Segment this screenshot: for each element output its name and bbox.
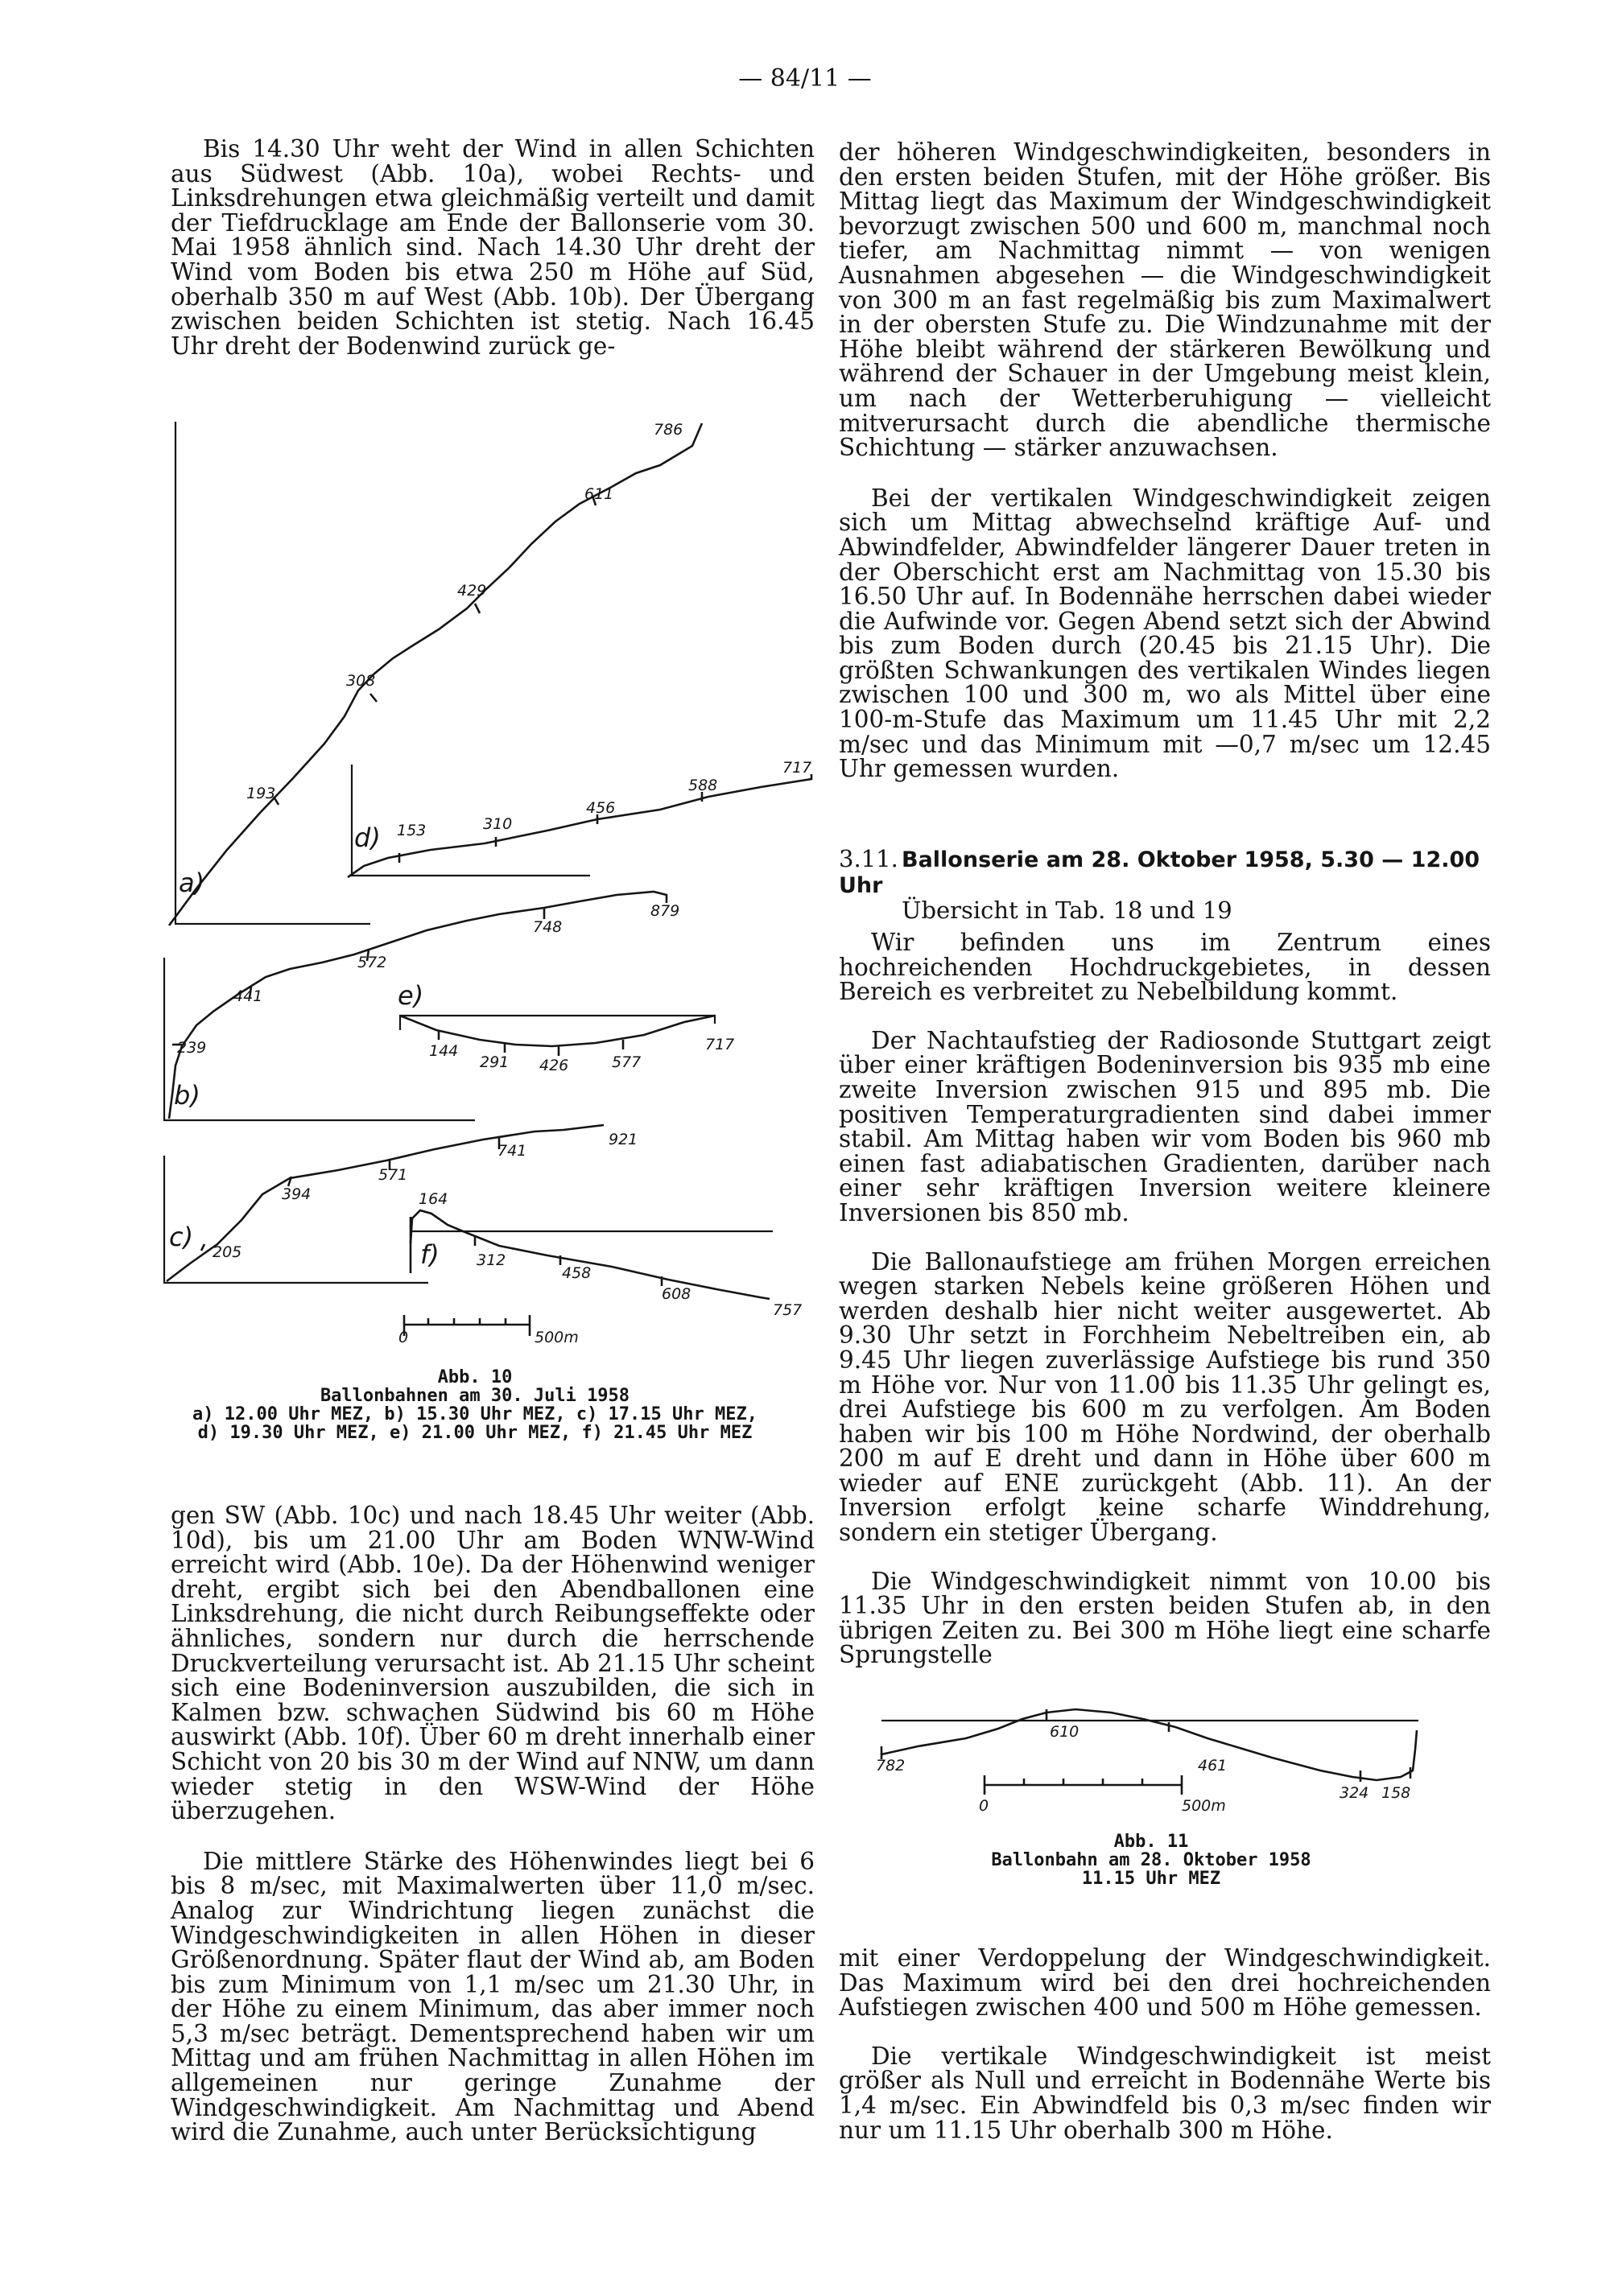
section-title: Ballonserie am 28. Oktober 1958, 5.30 — 12.00 Uhr [839,847,1480,898]
paragraph: Die mittlere Stärke des Höhenwindes liegt bei 6 bis 8 m/sec, mit Maximalwerten über 11,0 m/sec. Analog zur Windrichtung liegen zunächst die Windgeschwindigkeiten in allen Höhen in dieser Größenordnung. Später flaut der Wind ab, am Boden bis zum Minimum von 1,1 m/sec um 21.30 Uhr, in der Höhe zu einem Minimum, das aber immer noch 5,3 m/sec beträgt. Dementsprechend haben wir um Mittag und am frühen Nachmittag in allen Höhen im allgemeinen nur geringe Zunahme der Windgeschwindigkeit. Am Nachmittag und Abend wird die Zunahme, auch unter Berücksichtigung [171,1847,815,2146]
right-column-top [839,140,1491,781]
path-label-a: a) [179,868,205,898]
paragraph: Wir befinden uns im Zentrum eines hochreichenden Hochdruckgebietes, in dessen Bereich es verbreitet zu Nebelbildung kommt. [839,929,1491,1006]
figure-10-balloon-paths [153,410,812,1346]
paragraph: Bei der vertikalen Windgeschwindigkeit zeigen sich um Mittag abwechselnd kräftige Auf- und Abwindfelder, Abwindfelder längerer Dauer treten in der Oberschicht erst am Nachmittag von 15.30 bis 16.50 Uhr auf. In Bodennähe herrschen dabei wieder die Aufwinde vor. Gegen Abend setzt sich der Abwind bis zum Boden durch (20.45 bis 21.15 Uhr). Die größten Schwankungen des vertikalen Windes liegen zwischen 100 und 300 m, wo als Mittel über eine 100-m-Stufe das Maximum um 11.45 Uhr mit 2,2 m/sec und das Minimum mit —0,7 m/sec um 12.45 Uhr gemessen wurden. [839,484,1491,783]
point-label: 717 [782,759,812,777]
point-label: 717 [705,1036,735,1053]
paragraph: Die vertikale Windgeschwindigkeit ist meist größer als Null und erreicht in Bodennähe Werte bis 1,4 m/sec. Ein Abwindfeld bis 0,3 m/sec finden wir nur um 11.15 Uhr oberhalb 300 m Höhe. [839,2042,1491,2144]
figure-11-caption [982,1832,1320,1888]
point-label: 572 [357,954,387,971]
path-label-c: c) [169,1222,194,1252]
point-label: 588 [688,777,718,794]
paragraph: gen SW (Abb. 10c) und nach 18.45 Uhr weiter (Abb. 10d), bis um 21.00 Uhr am Boden WNW-Wind erreicht wird (Abb. 10e). Da der Höhenwind weniger dreht, ergibt sich bei den Abendballonen eine Linksdrehung, die nicht durch Reibungseffekte oder ähnliches, sondern nur durch die herrschende Druckverteilung verursacht ist. Ab 21.15 Uhr scheint sich eine Bodeninversion auszubilden, die sich in Kalmen bzw. schwachen Südwind bis 60 m Höhe auswirkt (Abb. 10f). Über 60 m dreht innerhalb einer Schicht von 20 bis 30 m der Wind auf NNW, um dann wieder stetig in den WSW-Wind der Höhe überzugehen. [171,1502,815,1825]
point-label: 458 [562,1264,592,1282]
balloon-path-d [348,759,811,877]
point-label: 456 [586,799,616,817]
scale-start: 0 [398,1329,409,1346]
figure-10-caption [169,1368,781,1442]
path-label-e: e) [398,980,424,1011]
point-label: 610 [1050,1723,1080,1741]
point-label: 239 [177,1039,207,1057]
caption-line: d) 19.30 Uhr MEZ, e) 21.00 Uhr MEZ, f) 21.45 Uhr MEZ [197,1423,753,1443]
path-label-d: d) [354,822,381,853]
figure-11-balloon-path [869,1690,1449,1835]
point-label: 441 [233,987,263,1005]
paragraph: Der Nachtaufstieg der Radiosonde Stuttgart zeigt über einer kräftigen Bodeninversion bis 935 mb eine zweite Inversion zwischen 915 und 895 mb. Die positiven Temperaturgradienten sind dabei immer stabil. Am Mittag haben wir vom Boden bis 960 mb einen fast adiabatischen Gradienten, darüber nach einer sehr kräftigen Inversion weitere kleinere Inversionen bis 850 mb. [839,1026,1491,1226]
caption-line: a) 12.00 Uhr MEZ, b) 15.30 Uhr MEZ, c) 17.15 Uhr MEZ, [192,1404,758,1424]
caption-line: 11.15 Uhr MEZ [1081,1869,1221,1889]
caption-title: Abb. 10 [437,1367,513,1387]
point-label: 308 [346,672,376,690]
scale-bar [398,1315,579,1346]
point-label: 748 [533,918,563,936]
point-label: 611 [584,485,614,503]
right-column-mid [839,930,1491,1667]
point-label: 153 [397,822,427,839]
paragraph: Bis 14.30 Uhr weht der Wind in allen Schichten aus Südwest (Abb. 10a), wobei Rechts- und Linksdrehungen etwa gleichmäßig verteilt und damit der Tiefdrucklage am Ende der Ballonserie vom 30. Mai 1958 ähnlich sind. Nach 14.30 Uhr dreht der Wind vom Boden bis etwa 250 m Höhe auf Süd, oberhalb 350 m auf West (Abb. 10b). Der Übergang zwischen beiden Schichten ist stetig. Nach 16.45 Uhr dreht der Bodenwind zurück ge- [171,135,815,360]
point-label: 757 [773,1301,803,1319]
point-label: 571 [378,1166,408,1184]
paragraph: Die Ballonaufstiege am frühen Morgen erreichen wegen starken Nebels keine größeren Höhen und werden deshalb hier nicht weiter ausgewertet. Ab 9.30 Uhr setzt in Forchheim Nebeltreiben ein, ab 9.45 Uhr liegen zuverlässige Aufstiege bis rund 350 m Höhe vor. Nur von 11.00 bis 11.35 Uhr gelingt es, drei Aufstiege bis 600 m zu verfolgen. Am Boden haben wir bis 100 m Höhe Nordwind, der oberhalb 200 m auf E dreht und dann in Höhe über 600 m wieder auf ENE zurückgeht (Abb. 11). An der Inversion erfolgt keine scharfe Winddrehung, sondern ein stetiger Übergang. [839,1247,1491,1547]
scale-start: 0 [979,1797,989,1815]
point-label: 461 [1198,1757,1228,1775]
tick-mark [201,1244,204,1251]
right-column-bottom [839,1946,1491,2142]
point-label: 205 [213,1243,242,1261]
balloon-path-f [411,1190,802,1319]
point-label: 193 [246,785,276,802]
point-label: 291 [480,1053,510,1071]
point-label: 426 [539,1057,569,1074]
point-label: 394 [282,1185,312,1203]
paragraph: mit einer Verdoppelung der Windgeschwindigkeit. Das Maximum wird bei den drei hochreichenden Aufstiegen zwischen 400 und 500 m Höhe gemessen. [839,1944,1491,2022]
page-number: — 84/11 — [738,64,872,93]
tick-mark [475,604,480,613]
point-label: 312 [477,1251,506,1269]
scale-end: 500m [1182,1797,1226,1815]
point-label: 158 [1381,1784,1411,1802]
scale-end: 500m [535,1329,579,1346]
paragraph: Die Windgeschwindigkeit nimmt von 10.00 bis 11.35 Uhr in den ersten beiden Stufen ab, in den übrigen Zeiten zu. Bei 300 m Höhe liegt eine scharfe Sprungstelle [839,1567,1491,1669]
point-label: 164 [419,1190,448,1208]
point-label: 577 [612,1053,642,1071]
point-label: 310 [483,815,513,833]
left-column-bottom [171,1503,815,2145]
balloon-path-e [398,980,734,1074]
path-label-f: f) [420,1239,440,1270]
point-label: 921 [609,1131,638,1148]
caption-title: Abb. 11 [1113,1832,1189,1852]
paragraph: der höheren Windgeschwindigkeiten, besonders in den ersten beiden Stufen, mit der Höhe größer. Bis Mittag liegt das Maximum der Windgeschwindigkeit bevorzugt zwischen 500 und 600 m, manchmal noch tiefer, am Nachmittag nimmt — von wenigen Ausnahmen abgesehen — die Windgeschwindigkeit von 300 m an fast regelmäßig bis zum Maximalwert in der obersten Stufe zu. Die Windzunahme mit der Höhe bleibt während der stärkeren Bewölkung und während der Schauer in der Umgebung meist klein, um nach der Wetterberuhigung — vielleicht mitverursacht durch die abendliche thermische Schichtung — stärker anzuwachsen. [839,138,1491,462]
point-label: 879 [650,902,680,920]
caption-line: Ballonbahnen am 30. Juli 1958 [320,1386,630,1406]
left-column-top [171,137,815,358]
point-label: 741 [497,1142,527,1160]
point-label: 786 [654,421,683,439]
path-label-b: b) [174,1080,200,1111]
scale-bar [979,1775,1226,1815]
point-label: 144 [429,1042,459,1060]
point-label: 608 [662,1285,691,1303]
point-label: 429 [457,582,487,600]
section-subtitle: Übersicht in Tab. 18 und 19 [902,897,1232,924]
section-number: 3.11. [839,845,898,872]
section-heading [839,847,1491,923]
point-label: 782 [876,1757,906,1775]
caption-line: Ballonbahn am 28. Oktober 1958 [991,1850,1311,1870]
tick-mark [370,694,377,702]
point-label: 324 [1340,1784,1369,1802]
